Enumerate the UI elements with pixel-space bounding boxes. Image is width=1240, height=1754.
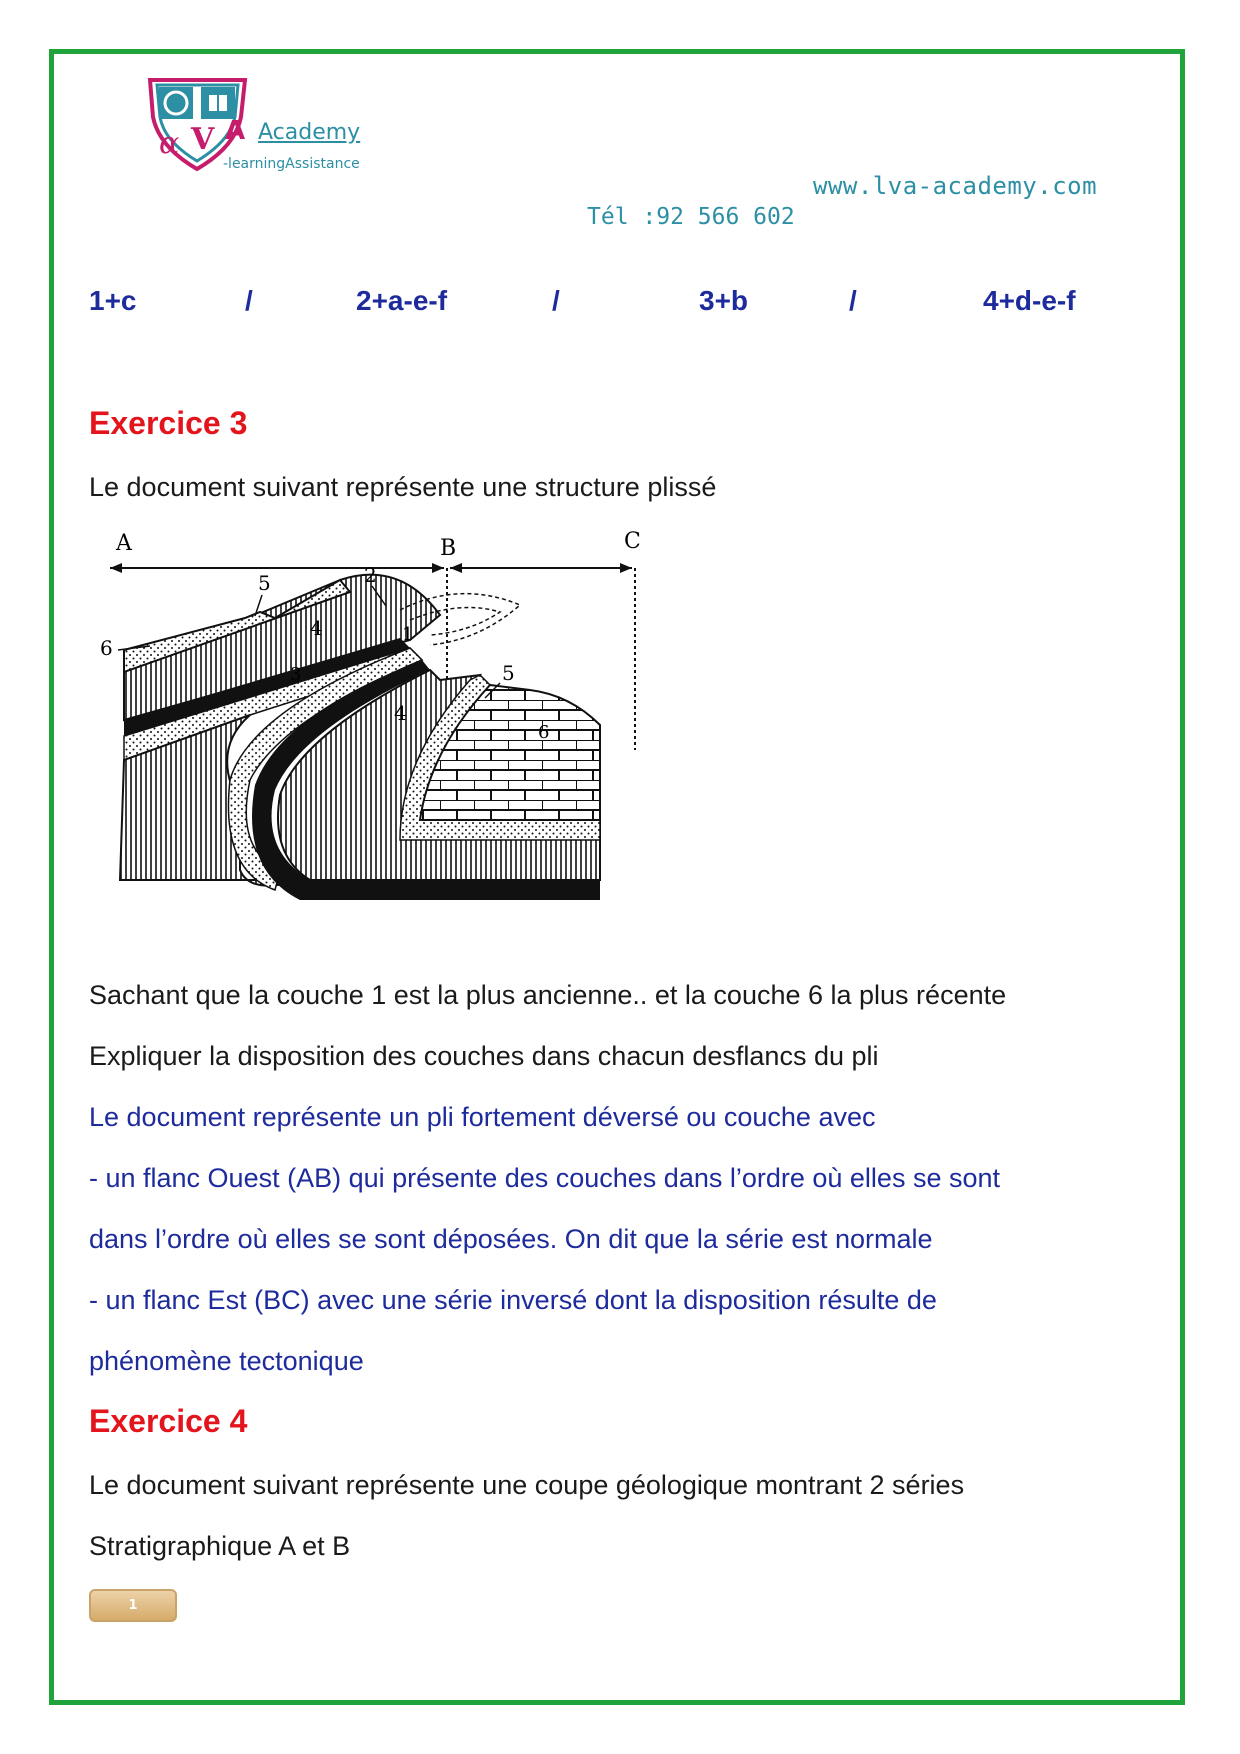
exercise-4-title: Exercice 4 [89, 1403, 248, 1439]
figure-label-a: A [116, 531, 132, 556]
answer-separator: / [245, 285, 253, 316]
exercise-3-answer-line: Le document représente un pli fortement déversé ou couche avec [89, 1102, 876, 1132]
exercise-3-question-line: Sachant que la couche 1 est la plus ancienne.. et la couche 6 la plus récente [89, 980, 1007, 1010]
exercise-3-answer-line: dans l’ordre où elles se sont déposées. On dit que la série est normale [89, 1224, 933, 1254]
layer-label-2: 2 [364, 563, 377, 587]
exercise-4-line: Le document suivant représente une coupe géologique montrant 2 séries [89, 1470, 965, 1500]
logo-wordmark: Academy [258, 120, 361, 145]
exercise-3-intro: Le document suivant représente une structure plissé [89, 472, 717, 502]
figure-label-b: B [440, 536, 457, 561]
layer-label-5: 5 [258, 571, 271, 595]
answer-3: 3+b [699, 285, 749, 316]
layer-label-6-east: 6 [538, 722, 550, 743]
layer-label-1: 1 [402, 624, 414, 645]
layer-label-6: 6 [100, 636, 113, 660]
exercise-3-question-line: Expliquer la disposition des couches dans chacun desflancs du pli [89, 1041, 879, 1071]
svg-text:V: V [191, 122, 215, 157]
layer-label-5-east: 5 [502, 661, 515, 685]
website-link[interactable]: www.lva-academy.com [813, 172, 1098, 200]
fold-layers [120, 575, 600, 900]
fold-structure-figure [100, 520, 685, 950]
exercise-4-line: Stratigraphique A et B [89, 1531, 351, 1561]
answer-separator: / [552, 285, 560, 316]
answer-separator: / [849, 285, 857, 316]
svg-text:α: α [159, 126, 180, 161]
exercise-3-title: Exercice 3 [89, 405, 248, 441]
layer-label-4: 4 [310, 616, 323, 640]
layer-label-3: 3 [290, 664, 302, 685]
exercise-3-answer-line: phénomène tectonique [89, 1346, 364, 1376]
page-number-badge: 1 [89, 1589, 177, 1622]
answer-2: 2+a-e-f [356, 285, 448, 316]
answer-4: 4+d-e-f [983, 285, 1076, 316]
exercise-3-answer-line: - un flanc Ouest (AB) qui présente des couches dans l’ordre où elles se sont [89, 1163, 1000, 1193]
answer-1: 1+c [89, 285, 137, 316]
exercise-3-answer-line: - un flanc Est (BC) avec une série inversé dont la disposition résulte de [89, 1285, 937, 1315]
figure-label-c: C [624, 529, 641, 554]
layer-label-4-east: 4 [394, 701, 407, 725]
svg-text:A: A [225, 116, 246, 146]
logo-tagline: -learningAssistance [223, 156, 360, 172]
phone-number: Tél :92 566 602 [587, 204, 795, 230]
answers-row [0, 285, 1240, 325]
